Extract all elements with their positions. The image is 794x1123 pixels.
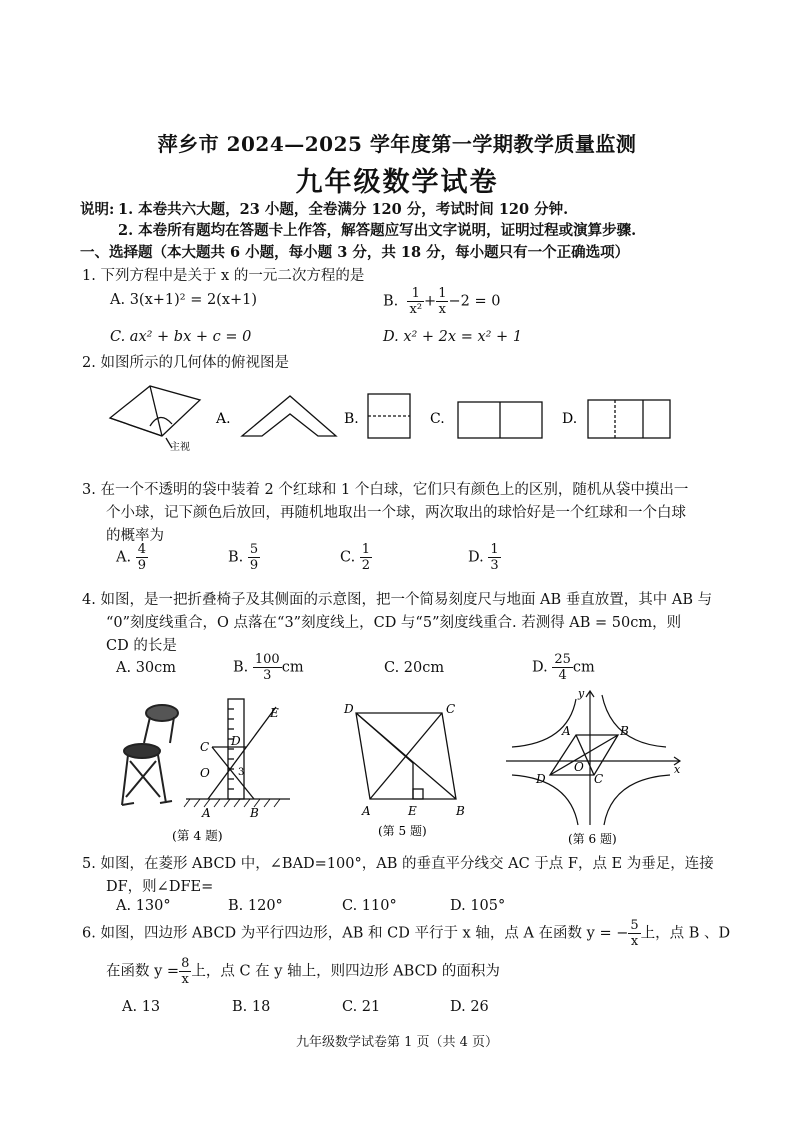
q4-d-den: 4 bbox=[552, 667, 573, 683]
q4-option-d bbox=[532, 652, 595, 683]
notes-label: 说明: bbox=[80, 201, 115, 218]
q1-option-a: A. 3(x+1)² = 2(x+1) bbox=[110, 292, 258, 308]
fig6-label-C: C bbox=[594, 772, 604, 786]
q1-b-label: B. bbox=[383, 293, 399, 310]
fig4-label-A: A bbox=[202, 806, 211, 820]
q6-frac2-den: x bbox=[179, 971, 191, 987]
q3-b-label: B. bbox=[228, 549, 244, 566]
note-2: 2. 本卷所有题均在答题卡上作答，解答题应写出文字说明，证明过程或演算步骤. bbox=[118, 222, 637, 239]
q5-option-b: B. 120° bbox=[228, 898, 283, 914]
q3-a-num: 4 bbox=[137, 542, 146, 557]
fig4-label-3: 3 bbox=[238, 767, 245, 778]
fig4-label-B: B bbox=[250, 806, 259, 820]
q6-option-a: A. 13 bbox=[122, 999, 161, 1015]
q3-a-den: 9 bbox=[137, 558, 146, 573]
q2-option-d-figure bbox=[588, 400, 670, 438]
fig4-label-C: C bbox=[200, 740, 210, 754]
q6-frac1-num: 5 bbox=[630, 918, 639, 933]
q1-option-d: D. x² + 2x = x² + 1 bbox=[383, 329, 523, 345]
fig6-label-y: y bbox=[578, 687, 585, 700]
q4-d-label: D. bbox=[532, 659, 548, 676]
q2-option-c-figure bbox=[458, 402, 542, 438]
q3-a-label: A. bbox=[116, 549, 132, 566]
q5-line-2: DF，则∠DFE= bbox=[106, 879, 214, 895]
q4-option-c: C. 20cm bbox=[384, 660, 445, 676]
q6-option-c: C. 21 bbox=[342, 999, 381, 1015]
fig6-label-A: A bbox=[562, 724, 571, 738]
q3-c-num: 1 bbox=[361, 542, 371, 557]
q4-option-b bbox=[233, 652, 304, 683]
q2-view-label: 主视 bbox=[170, 442, 190, 453]
q2-option-b-label: B. bbox=[344, 411, 359, 427]
q3-line-2: 个小球，记下颜色后放回，再随机地取出一个球，两次取出的球恰好是一个红球和一个白球 bbox=[106, 505, 686, 521]
q3-d-den: 3 bbox=[490, 558, 499, 573]
fig4-label-E: E bbox=[270, 706, 279, 720]
q3-b-den: 9 bbox=[249, 558, 259, 573]
fig4-label-O: O bbox=[200, 766, 210, 780]
q6-line-1a: 6. 如图，四边形 ABCD 为平行四边形，AB 和 CD 平行于 x 轴，点 A 在函数 y = − bbox=[82, 925, 629, 942]
q6-line-2a: 在函数 y = bbox=[106, 963, 180, 980]
q5-line-1: 5. 如图，在菱形 ABCD 中，∠BAD=100°，AB 的垂直平分线交 AC 于点 F，点 E 为垂足，连接 bbox=[82, 856, 714, 872]
q1-option-c: C. ax² + bx + c = 0 bbox=[110, 329, 252, 345]
q2-solid-figure bbox=[110, 386, 200, 448]
q3-c-den: 2 bbox=[361, 558, 371, 573]
q6-frac2-num: 8 bbox=[181, 956, 190, 971]
q6-line-1 bbox=[82, 918, 730, 949]
q6-line-2 bbox=[106, 956, 500, 987]
q3-option-c bbox=[340, 542, 372, 573]
section-heading: 一、选择题（本大题共 6 小题，每小题 3 分，共 18 分，每小题只有一个正确选项） bbox=[80, 244, 630, 261]
q6-option-d: D. 26 bbox=[450, 999, 489, 1015]
fig5-label-E: E bbox=[408, 804, 417, 818]
q3-c-label: C. bbox=[340, 549, 356, 566]
q1-b-tail: −2 = 0 bbox=[448, 293, 501, 310]
fig4-chair-image bbox=[122, 705, 178, 805]
fig6-curves bbox=[512, 695, 670, 825]
q5-option-d: D. 105° bbox=[450, 898, 506, 914]
q2-option-d-label: D. bbox=[562, 411, 578, 427]
q3-option-b bbox=[228, 542, 260, 573]
q2-option-b-figure bbox=[368, 394, 410, 438]
fig4-caption: (第 4 题) bbox=[172, 828, 223, 843]
q3-d-num: 1 bbox=[490, 542, 499, 557]
fig6-label-D: D bbox=[536, 772, 546, 786]
exam-title: 萍乡市 2024—2025 学年度第一学期教学质量监测 bbox=[157, 132, 637, 156]
q4-b-label: B. bbox=[233, 659, 249, 676]
q2-option-a-label: A. bbox=[216, 411, 231, 427]
q4-option-a: A. 30cm bbox=[116, 660, 177, 676]
fig6-caption: (第 6 题) bbox=[568, 832, 617, 846]
q3-line-3: 的概率为 bbox=[106, 528, 164, 544]
q4-b-num: 100 bbox=[254, 652, 280, 667]
fig4-label-D: D bbox=[231, 734, 241, 748]
q5-option-a: A. 130° bbox=[116, 898, 171, 914]
fig6-parallelogram bbox=[550, 735, 618, 775]
q6-line-2b: 上，点 C 在 y 轴上，则四边形 ABCD 的面积为 bbox=[191, 963, 500, 980]
q3-line-1: 3. 在一个不透明的袋中装着 2 个红球和 1 个白球，它们只有颜色上的区别，随机从袋中摸出一 bbox=[82, 482, 689, 498]
q2-stem: 2. 如图所示的几何体的俯视图是 bbox=[82, 355, 289, 371]
fig5-label-B: B bbox=[456, 804, 465, 818]
q2-option-c-label: C. bbox=[430, 411, 445, 427]
q6-option-b: B. 18 bbox=[232, 999, 271, 1015]
q5-option-c: C. 110° bbox=[342, 898, 397, 914]
q4-line-2: “0”刻度线重合，O 点落在“3”刻度线上，CD 与“5”刻度线重合. 若测得 AB = 50cm，则 bbox=[106, 615, 682, 631]
q1-stem: 1. 下列方程中是关于 x 的一元二次方程的是 bbox=[82, 268, 365, 284]
fig6-axes bbox=[506, 691, 680, 825]
q2-figures bbox=[100, 378, 780, 453]
exam-subtitle: 九年级数学试卷 bbox=[295, 167, 499, 198]
fig5-label-D: D bbox=[344, 702, 354, 716]
figures-row bbox=[100, 685, 700, 850]
fig5-label-A: A bbox=[362, 804, 371, 818]
q1-option-b: B. $\frac{1}{\text{x²}}$ + $\frac{1}{x}$ −2 = 0 bbox=[383, 286, 501, 317]
page-footer: 九年级数学试卷第 1 页（共 4 页） bbox=[295, 1035, 499, 1050]
fig6-label-O: O bbox=[574, 760, 584, 774]
q3-option-a bbox=[116, 542, 148, 573]
q4-d-num: 25 bbox=[554, 652, 571, 667]
fig5-label-C: C bbox=[446, 702, 456, 716]
fig5-rhombus bbox=[356, 713, 456, 799]
fig5-caption: (第 5 题) bbox=[378, 824, 427, 838]
fig6-label-x: x bbox=[674, 763, 681, 776]
q6-line-1b: 上，点 B 、D bbox=[640, 925, 731, 942]
q4-d-unit: cm bbox=[572, 659, 595, 676]
q4-b-den: 3 bbox=[253, 667, 282, 683]
q3-option-d bbox=[468, 542, 501, 573]
q6-frac1-den: x bbox=[628, 933, 640, 949]
note-1: 1. 本卷共六大题，23 小题，全卷满分 120 分，考试时间 120 分钟. bbox=[118, 201, 569, 218]
q4-line-3: CD 的长是 bbox=[106, 638, 177, 654]
q4-b-unit: cm bbox=[281, 659, 304, 676]
q2-option-a-figure bbox=[242, 396, 336, 436]
q3-b-num: 5 bbox=[249, 542, 259, 557]
q3-d-label: D. bbox=[468, 549, 484, 566]
q4-line-1: 4. 如图，是一把折叠椅子及其侧面的示意图，把一个简易刻度尺与地面 AB 垂直放置，其中 AB 与 bbox=[82, 592, 713, 608]
fig6-label-B: B bbox=[620, 724, 629, 738]
